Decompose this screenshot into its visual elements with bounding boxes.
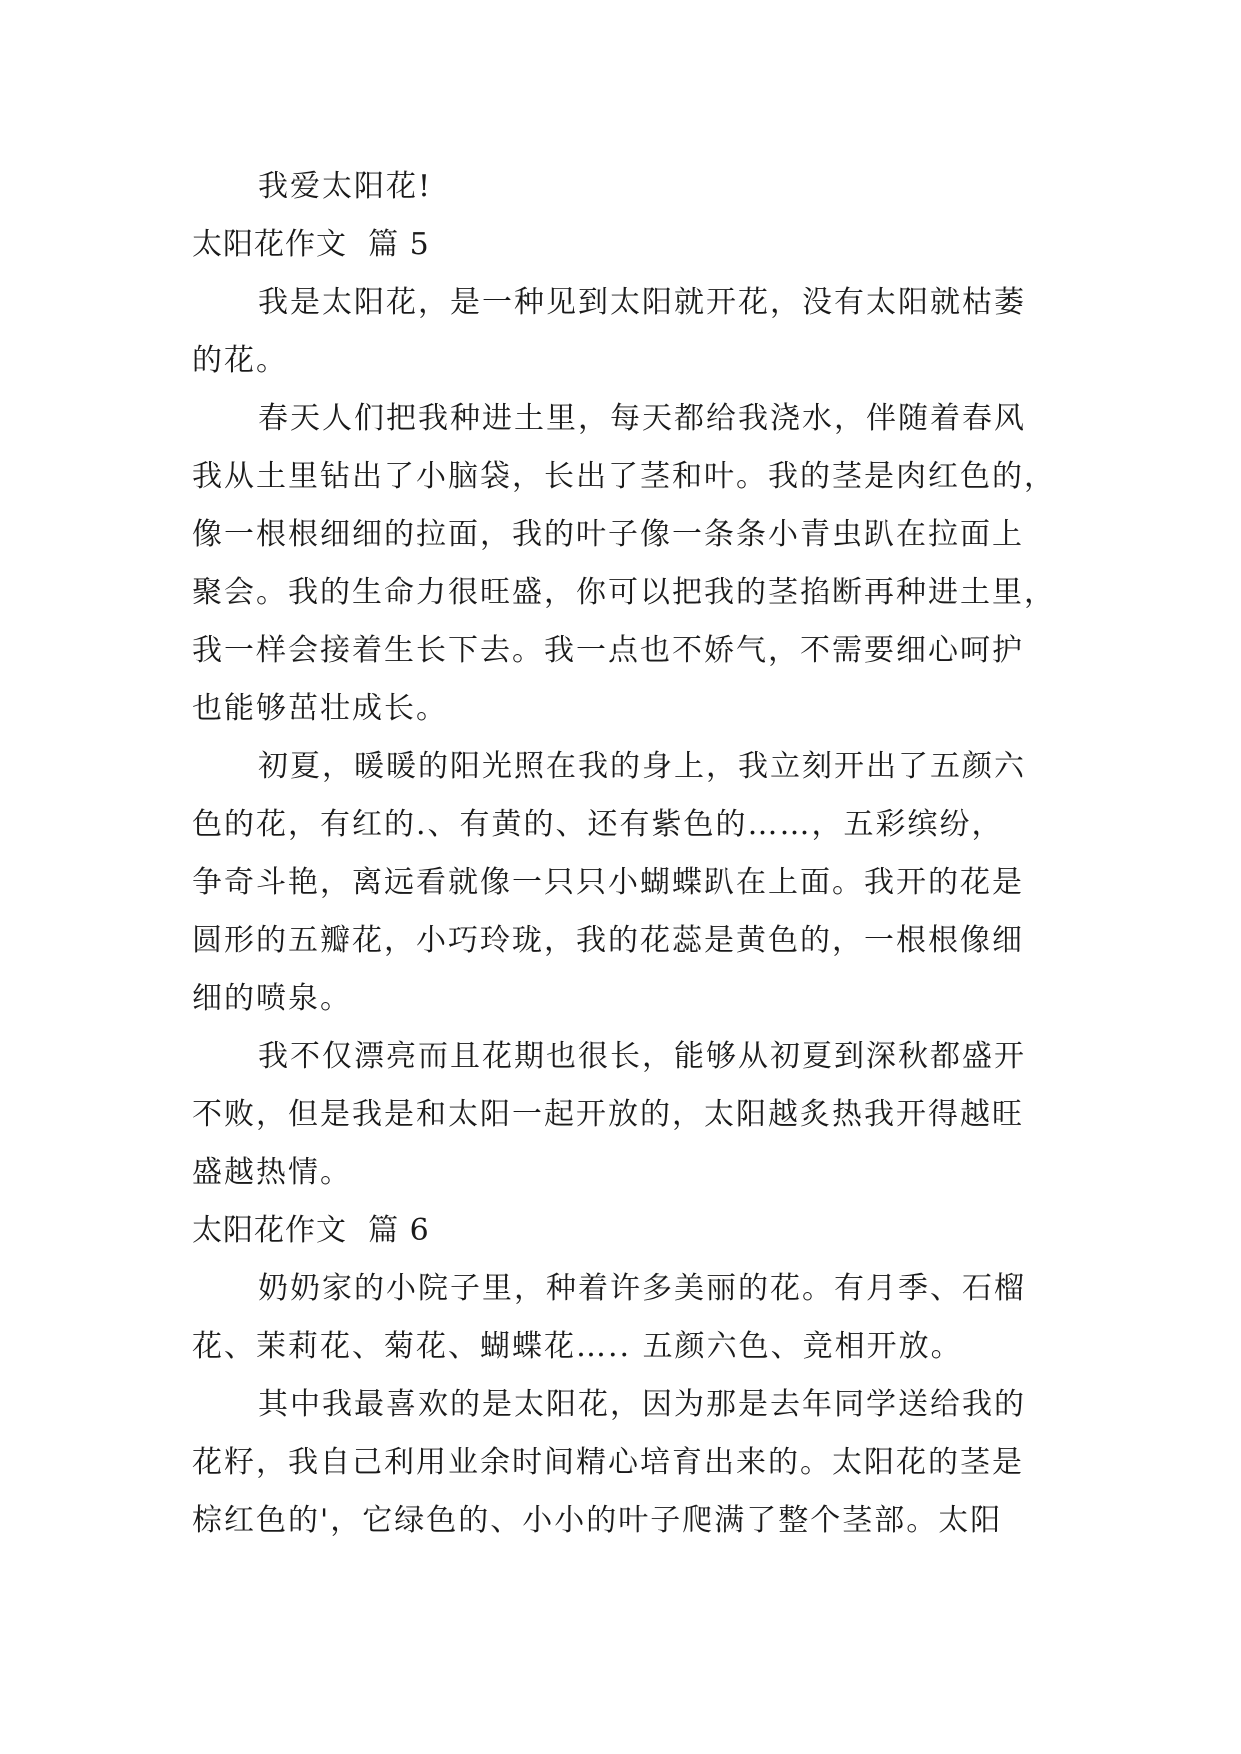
paragraph-line: 细的喷泉。 bbox=[192, 981, 352, 1016]
paragraph-line: 我爱太阳花! bbox=[258, 169, 433, 204]
paragraph-line: 聚会。我的生命力很旺盛，你可以把我的茎掐断再种进土里， bbox=[192, 575, 1056, 610]
paragraph-line: 棕红色的'，它绿色的、小小的叶子爬满了整个茎部。太阳 bbox=[192, 1503, 1003, 1538]
paragraph-line: 盛越热情。 bbox=[192, 1155, 352, 1190]
paragraph-line: 花、茉莉花、菊花、蝴蝶花….. 五颜六色、竞相开放。 bbox=[192, 1329, 963, 1364]
paragraph-line: 色的花，有红的.、有黄的、还有紫色的……，五彩缤纷， bbox=[192, 807, 1004, 842]
paragraph-line: 其中我最喜欢的是太阳花，因为那是去年同学送给我的 bbox=[258, 1387, 1026, 1422]
paragraph-line: 像一根根细细的拉面，我的叶子像一条条小青虫趴在拉面上 bbox=[192, 517, 1024, 552]
paragraph-line: 圆形的五瓣花，小巧玲珑，我的花蕊是黄色的，一根根像细 bbox=[192, 923, 1024, 958]
paragraph-line: 我从土里钻出了小脑袋，长出了茎和叶。我的茎是肉红色的， bbox=[192, 459, 1056, 494]
paragraph-line: 奶奶家的小院子里，种着许多美丽的花。有月季、石榴 bbox=[258, 1271, 1026, 1306]
paragraph-line: 初夏，暖暖的阳光照在我的身上，我立刻开出了五颜六 bbox=[258, 749, 1026, 784]
paragraph-line: 争奇斗艳，离远看就像一只只小蝴蝶趴在上面。我开的花是 bbox=[192, 865, 1024, 900]
paragraph-line: 也能够茁壮成长。 bbox=[192, 691, 448, 726]
paragraph-line: 的花。 bbox=[192, 343, 288, 378]
section-heading: 太阳花作文 篇 6 bbox=[192, 1213, 430, 1248]
paragraph-line: 春天人们把我种进土里，每天都给我浇水，伴随着春风 bbox=[258, 401, 1026, 436]
paragraph-line: 花籽，我自己利用业余时间精心培育出来的。太阳花的茎是 bbox=[192, 1445, 1024, 1480]
paragraph-line: 我不仅漂亮而且花期也很长，能够从初夏到深秋都盛开 bbox=[258, 1039, 1026, 1074]
paragraph-line: 我一样会接着生长下去。我一点也不娇气，不需要细心呵护 bbox=[192, 633, 1024, 668]
document-body bbox=[192, 158, 1056, 1550]
section-heading: 太阳花作文 篇 5 bbox=[192, 227, 430, 262]
paragraph-line: 我是太阳花，是一种见到太阳就开花，没有太阳就枯萎 bbox=[258, 285, 1026, 320]
paragraph-line: 不败，但是我是和太阳一起开放的，太阳越炙热我开得越旺 bbox=[192, 1097, 1024, 1132]
